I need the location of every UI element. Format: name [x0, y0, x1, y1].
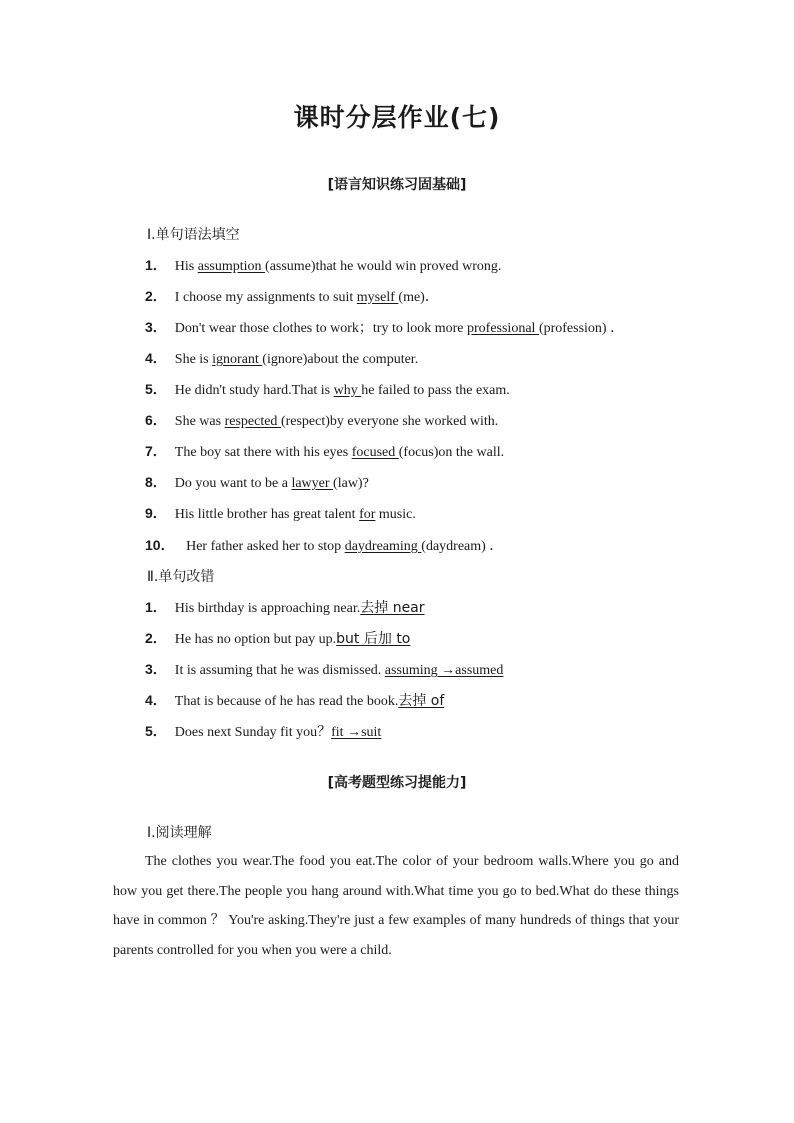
fill-item — [145, 349, 418, 369]
section-heading-basics: [语言知识练习固基础] — [327, 177, 467, 193]
section-heading-exam: [高考题型练习提能力] — [327, 775, 467, 791]
item-number: 8． — [145, 474, 167, 490]
fill-item — [145, 442, 504, 462]
part-heading-reading: Ⅰ.阅读理解 — [147, 825, 212, 841]
correction-item — [145, 691, 444, 711]
item-number: 9． — [145, 505, 167, 521]
item-number: 4． — [145, 692, 167, 708]
answer: myself — [356, 290, 399, 305]
item-number: 1． — [145, 257, 167, 273]
answer: 去掉 near — [360, 600, 425, 616]
item-number: 10． — [145, 537, 175, 553]
item-text: music. — [375, 507, 416, 522]
answer: fit →suit — [331, 725, 382, 740]
item-text: That is because of he has read the book. — [174, 694, 399, 709]
answer: assumption — [197, 259, 266, 274]
item-text: Her father asked her to stop — [182, 539, 345, 554]
item-text: (law)? — [333, 476, 369, 491]
item-number: 3． — [145, 661, 167, 677]
item-text: I choose my assignments to suit — [174, 290, 357, 305]
item-text: (me)． — [398, 290, 439, 305]
item-number: 2． — [145, 288, 167, 304]
answer: focused — [351, 445, 399, 460]
item-text: His birthday is approaching near. — [174, 601, 361, 616]
item-number: 7． — [145, 443, 167, 459]
answer: assuming →assumed — [384, 663, 504, 678]
answer: for — [359, 507, 376, 522]
item-text: She was — [174, 414, 225, 429]
item-number: 5． — [145, 381, 167, 397]
correction-item — [145, 660, 503, 680]
fill-item — [145, 287, 439, 307]
answer: lawyer — [291, 476, 334, 491]
item-text: (profession) ． — [538, 321, 625, 336]
page-title: 课时分层作业(七) — [293, 103, 501, 132]
answer: professional — [467, 321, 539, 336]
item-number: 5． — [145, 723, 167, 739]
item-text: he failed to pass the exam. — [361, 383, 510, 398]
fill-item — [145, 536, 503, 556]
fill-item — [145, 380, 510, 400]
reading-paragraph: The clothes you wear.The food you eat.The color of your bedroom walls.Where you go and how you get there.The people you hang around with.What time you go to bed.What do these things have in common ？ You're asking.They're just a few examples of many hundreds of things that your parents controlled for you when you were a child. — [113, 854, 679, 958]
fill-item — [145, 256, 501, 276]
item-text: His — [174, 259, 198, 274]
part-heading-fill: Ⅰ.单句语法填空 — [147, 227, 240, 243]
fill-item — [145, 411, 498, 431]
item-text: (daydream) ． — [421, 539, 504, 554]
correction-item — [145, 629, 410, 649]
item-text: Does next Sunday fit you？ — [174, 725, 332, 740]
item-text: His little brother has great talent — [174, 507, 360, 522]
item-text: He has no option but pay up. — [174, 632, 337, 647]
item-text: Don't wear those clothes to work；try to look more — [174, 321, 467, 336]
item-text: (focus)on the wall. — [398, 445, 505, 460]
answer: 去掉 of — [398, 693, 445, 709]
item-text: (respect)by everyone she worked with. — [280, 414, 499, 429]
fill-item — [145, 473, 369, 493]
answer: ignorant — [212, 352, 263, 367]
item-number: 2． — [145, 630, 167, 646]
item-text: The boy sat there with his eyes — [174, 445, 352, 460]
correction-item — [145, 722, 381, 742]
item-number: 3． — [145, 319, 167, 335]
item-number: 1． — [145, 599, 167, 615]
item-number: 6． — [145, 412, 167, 428]
item-text: (assume)that he would win proved wrong. — [265, 259, 502, 274]
fill-item — [145, 318, 624, 338]
answer: why — [333, 383, 362, 398]
answer: respected — [224, 414, 281, 429]
item-number: 4． — [145, 350, 167, 366]
answer: but 后加 to — [336, 631, 411, 647]
item-text: She is — [174, 352, 213, 367]
fill-item — [145, 504, 416, 524]
answer: daydreaming — [344, 539, 422, 554]
item-text: He didn't study hard.That is — [174, 383, 334, 398]
part-heading-correction: Ⅱ.单句改错 — [147, 569, 215, 585]
item-text: Do you want to be a — [174, 476, 292, 491]
item-text: (ignore)about the computer. — [262, 352, 419, 367]
correction-item — [145, 598, 425, 618]
item-text: It is assuming that he was dismissed. — [174, 663, 385, 678]
